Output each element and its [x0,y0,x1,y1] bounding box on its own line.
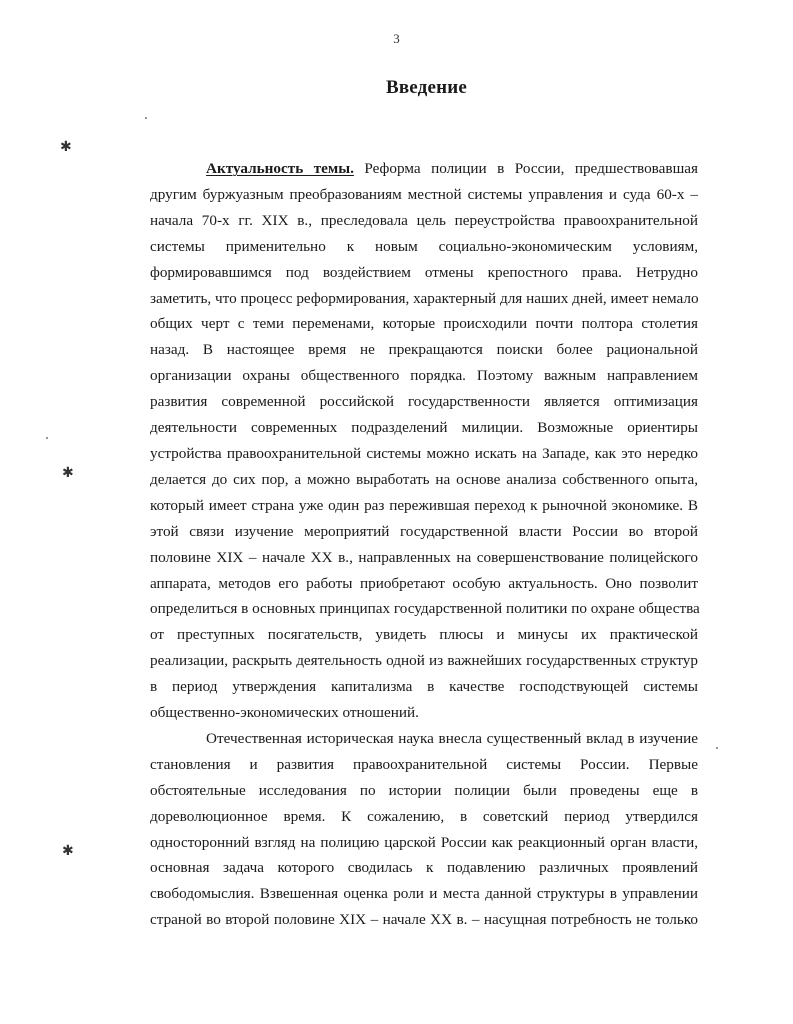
text-line: который имеет страна уже один раз пережившая переход к рыночной экономике. В [150,496,698,514]
text-line: деятельности современных подразделений милиции. Возможные ориентиры [150,419,698,437]
section-lead: Актуальность темы. [206,160,354,177]
text-line: заметить, что процесс реформирования, характерный для наших дней, имеет немало [150,289,699,307]
text-line: назад. В настоящее время не прекращаются поиски более рациональной [150,341,698,359]
text-line: Актуальность темы. Реформа полиции в России, предшествовавшая [206,160,698,177]
text-line: аппарата, методов его работы приобретают особую актуальность. Оно позволит [150,574,698,592]
paragraph-relevance [150,156,698,726]
binding-hole-mark-icon: ✱ [62,843,74,859]
text-line: общих черт с теми переменами, которые происходили почти полтора столетия [150,315,698,333]
text-line: другим буржуазным преобразованиям местной системы управления и суда 60-х – [150,185,698,203]
binding-hole-mark-icon: ✱ [62,465,74,481]
text-line: начала 70-х гг. XIX в., преследовала цель переустройства правоохранительной [150,211,698,229]
scan-speck [716,747,718,749]
text-line: системы применительно к новым социально-экономическим условиям, [150,237,698,255]
text-line: страной во второй половине XIX – начале XX в. – насущная потребность не только [150,911,698,929]
text-line: устройства правоохранительной системы можно искать на Западе, как это нередко [150,444,698,462]
text-line: основная задача которого сводилась к подавлению различных проявлений [150,859,698,877]
body-text [150,156,698,933]
text-line: делается до сих пор, а можно выработать на основе анализа собственного опыта, [150,470,698,488]
text-line: организации охраны общественного порядка. Поэтому важным направлением [150,367,698,385]
text-line: формировавшимся под воздействием отмены крепостного права. Нетрудно [150,263,698,281]
text-line: свободомыслия. Взвешенная оценка роли и места данной структуры в управлении [150,885,698,903]
text-line: общественно-экономических отношений. [150,704,419,722]
text-line: половине XIX – начале XX в., направленных на совершенствование полицейского [150,548,698,566]
page-number: 3 [393,31,400,46]
text-line: дореволюционное время. К сожалению, в советский период утвердился [150,807,698,825]
scan-speck [46,437,48,439]
text-line: от преступных посягательств, увидеть плюсы и минусы их практической [150,626,698,644]
text-line: Отечественная историческая наука внесла существенный вклад в изучение [206,729,698,747]
text-line: определиться в основных принципах государственной политики по охране общества [150,600,700,618]
text-line: этой связи изучение мероприятий государственной власти России во второй [150,522,698,540]
text-line: реализации, раскрыть деятельность одной из важнейших государственных структур [150,652,698,670]
paragraph-historiography [150,726,698,933]
scan-speck [145,117,147,119]
text-line: становления и развития правоохранительной системы России. Первые [150,755,698,773]
text-line: обстоятельные исследования по истории полиции были проведены еще в [150,781,698,799]
binding-hole-mark-icon: ✱ [60,139,72,155]
page-title: Введение [385,77,468,98]
text-line: в период утверждения капитализма в качестве господствующей системы [150,678,698,696]
text-line: развития современной российской государственности является оптимизация [150,393,698,411]
text-line: односторонний взгляд на полицию царской России как реакционный орган власти, [150,833,698,851]
